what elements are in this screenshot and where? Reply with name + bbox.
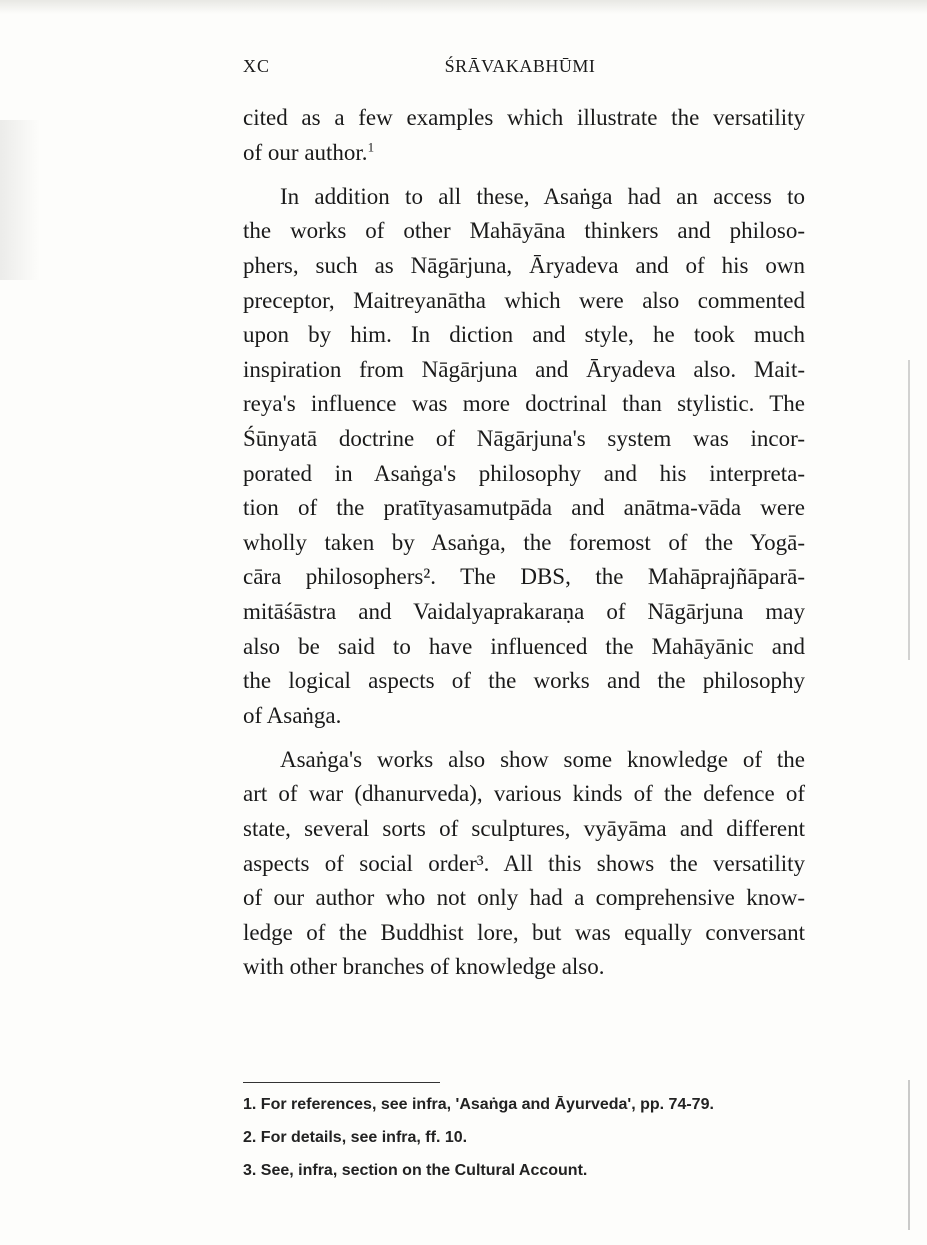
text-line: [243, 667, 805, 695]
text-line: [243, 850, 805, 878]
text-line: [243, 139, 805, 167]
text-line-content: inspiration from Nāgārjuna and Āryadeva also. Mait-: [243, 356, 805, 382]
text-line: [243, 390, 805, 418]
text-line: [243, 425, 805, 453]
text-line: [243, 919, 805, 947]
text-line: [243, 460, 805, 488]
text-line-content: state, several sorts of sculptures, vyāyāma and different: [243, 816, 805, 841]
text-line-content: the works of other Mahāyāna thinkers and philoso-: [243, 218, 805, 244]
scan-edge-mark: [908, 1080, 910, 1230]
text-line-content: cāra philosophers². The DBS, the Mahāprajñāparā-: [243, 564, 805, 590]
text-line: [243, 287, 805, 315]
text-line-content: tion of the pratītyasamutpāda and anātma-vāda were: [243, 495, 805, 521]
text-line-content: ledge of the Buddhist lore, but was equally conversant: [243, 919, 805, 945]
text-line: [243, 702, 805, 730]
text-line-content: In addition to all these, Asaṅga had an access to: [280, 183, 805, 209]
text-line: [243, 321, 805, 349]
text-line-content: of our author.: [243, 139, 368, 165]
text-line: [243, 598, 805, 626]
text-line: [243, 252, 805, 280]
text-line: [243, 633, 805, 661]
text-line-content: also be said to have influenced the Mahāyānic and: [243, 633, 805, 659]
text-line-content: phers, such as Nāgārjuna, Āryadeva and of his own: [243, 252, 805, 278]
text-line-content: with other branches of knowledge also.: [243, 954, 605, 980]
footnote-3: 3. See, infra, section on the Cultural Account.: [243, 1162, 588, 1179]
text-line: [243, 563, 805, 591]
text-line-content: wholly taken by Asaṅga, the foremost of the Yogā-: [243, 529, 805, 555]
text-line-content: art of war (dhanurveda), various kinds of the defence of: [243, 781, 805, 807]
text-line-content: upon by him. In diction and style, he took much: [243, 322, 805, 348]
text-line: [243, 217, 805, 245]
footnote-marker: 1: [367, 138, 375, 154]
footnote-2: 2. For details, see infra, ff. 10.: [243, 1129, 468, 1146]
scan-shadow: [0, 120, 40, 280]
text-line-content: mitāśāstra and Vaidalyaprakaraṇa of Nāgārjuna may: [243, 598, 805, 624]
text-line: [243, 356, 805, 384]
text-line: [243, 494, 805, 522]
text-line-content: Śūnyatā doctrine of Nāgārjuna's system was incor-: [243, 425, 805, 451]
text-line-content: of Asaṅga.: [243, 702, 342, 728]
text-line-content: reya's influence was more doctrinal than stylistic. The: [243, 391, 805, 417]
text-line: [243, 529, 805, 557]
text-line: [243, 884, 805, 912]
scan-edge-mark: [908, 360, 910, 660]
text-line: [243, 815, 805, 843]
text-line: [280, 746, 805, 774]
text-line-content: cited as a few examples which illustrate the versatility: [243, 105, 805, 130]
running-title: ŚRĀVAKABHŪMI: [444, 56, 596, 76]
text-line-content: of our author who not only had a comprehensive know-: [243, 885, 805, 911]
footnote-1: 1. For references, see infra, 'Asaṅga and Āyurveda', pp. 74-79.: [243, 1096, 714, 1113]
scan-top-edge: [0, 0, 927, 14]
text-line-content: the logical aspects of the works and the philosophy: [243, 668, 805, 694]
page-number: XC: [243, 56, 271, 76]
text-line: [280, 183, 805, 211]
text-line-content: Asaṅga's works also show some knowledge of the: [280, 746, 805, 772]
text-line: [243, 953, 805, 981]
text-line-content: porated in Asaṅga's philosophy and his interpreta-: [243, 460, 805, 486]
text-line: [243, 780, 805, 808]
text-line-content: aspects of social order³. All this shows the versatility: [243, 850, 805, 876]
footnote-divider: [243, 1082, 440, 1083]
text-line: [243, 104, 805, 132]
text-line-content: preceptor, Maitreyanātha which were also commented: [243, 287, 805, 313]
